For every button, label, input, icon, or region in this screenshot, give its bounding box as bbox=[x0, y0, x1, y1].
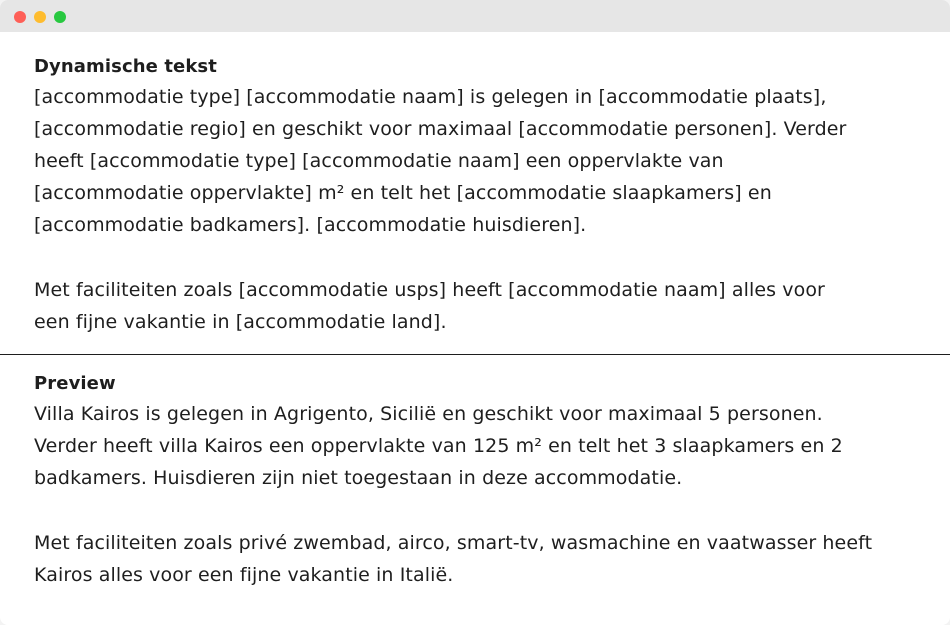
preview-paragraph-1 bbox=[34, 398, 910, 494]
text-line: badkamers. Huisdieren zijn niet toegestaan in deze accommodatie. bbox=[34, 467, 683, 489]
text-line: een fijne vakantie in [accommodatie land]. bbox=[34, 311, 447, 333]
text-line: Verder heeft villa Kairos een oppervlakte van 125 m² en telt het 3 slaapkamers en 2 bbox=[34, 435, 843, 457]
minimize-window-button[interactable] bbox=[34, 11, 46, 23]
text-line: Met faciliteiten zoals privé zwembad, airco, smart-tv, wasmachine en vaatwasser heeft bbox=[34, 532, 873, 554]
preview-section bbox=[34, 370, 910, 591]
maximize-window-button[interactable] bbox=[54, 11, 66, 23]
dynamic-text-title: Dynamische tekst bbox=[34, 56, 217, 77]
text-line: [accommodatie regio] en geschikt voor maximaal [accommodatie personen]. Verder bbox=[34, 118, 847, 140]
dynamic-text-paragraph-2 bbox=[34, 274, 910, 338]
section-divider bbox=[0, 354, 950, 355]
text-line: Met faciliteiten zoals [accommodatie usps] heeft [accommodatie naam] alles voor bbox=[34, 279, 825, 301]
text-line: [accommodatie badkamers]. [accommodatie huisdieren]. bbox=[34, 214, 587, 236]
close-window-button[interactable] bbox=[14, 11, 26, 23]
text-line: heeft [accommodatie type] [accommodatie naam] een oppervlakte van bbox=[34, 150, 724, 172]
title-bar bbox=[0, 0, 950, 32]
dynamic-text-section bbox=[34, 53, 910, 338]
preview-paragraph-2 bbox=[34, 527, 910, 591]
preview-title: Preview bbox=[34, 373, 116, 394]
text-line: Villa Kairos is gelegen in Agrigento, Sicilië en geschikt voor maximaal 5 personen. bbox=[34, 403, 823, 425]
text-line: Kairos alles voor een fijne vakantie in Italië. bbox=[34, 564, 454, 586]
dynamic-text-paragraph-1 bbox=[34, 81, 910, 241]
text-line: [accommodatie oppervlakte] m² en telt het [accommodatie slaapkamers] en bbox=[34, 182, 772, 204]
text-line: [accommodatie type] [accommodatie naam] is gelegen in [accommodatie plaats], bbox=[34, 86, 827, 108]
